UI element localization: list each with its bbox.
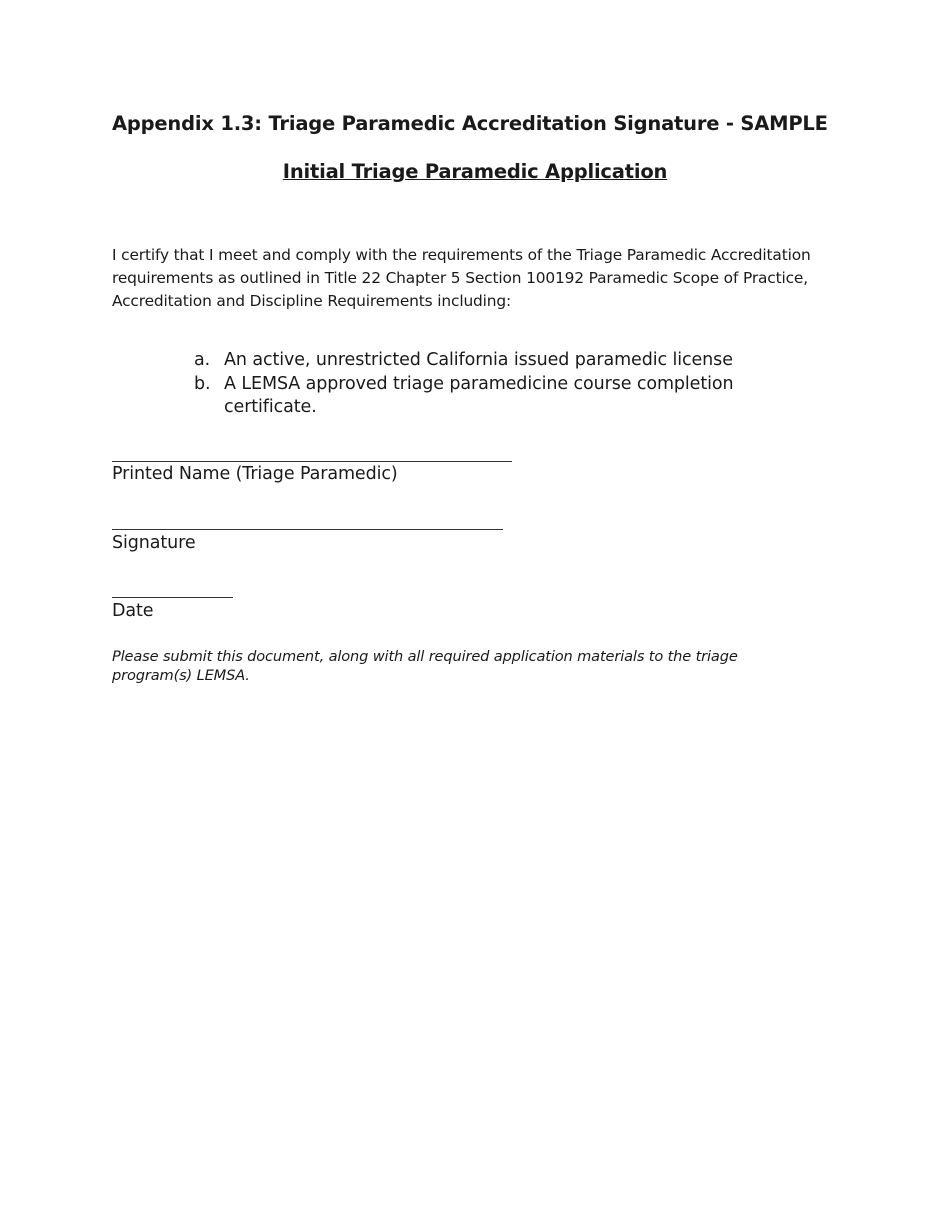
requirements-list (194, 349, 814, 420)
requirement-item-a (194, 349, 814, 373)
form-title: Initial Triage Paramedic Application (282, 160, 668, 183)
certification-statement: I certify that I meet and comply with the requirements of the Triage Paramedic Accreditation requirements as outlined in Title 22 Chapter 5 Section 100192 Paramedic Scope of Practice, Accreditation and Discipline Requirements including: (112, 246, 811, 310)
signature-line[interactable] (112, 529, 503, 530)
requirement-marker: b. (194, 373, 211, 394)
requirement-marker: a. (194, 350, 211, 370)
signature-label: Signature (112, 533, 196, 553)
requirement-item-b (194, 373, 814, 420)
submission-note: Please submit this document, along with all required application materials to the triage program(s) LEMSA. (112, 648, 738, 684)
printed-name-label: Printed Name (Triage Paramedic) (112, 464, 398, 484)
requirement-text: A LEMSA approved triage paramedicine course completion certificate. (224, 373, 734, 417)
appendix-title: Appendix 1.3: Triage Paramedic Accreditation Signature - SAMPLE (112, 112, 828, 135)
date-line[interactable] (112, 597, 233, 598)
requirement-text: An active, unrestricted California issued paramedic license (224, 350, 733, 370)
printed-name-line[interactable] (112, 461, 512, 462)
date-label: Date (112, 601, 154, 621)
